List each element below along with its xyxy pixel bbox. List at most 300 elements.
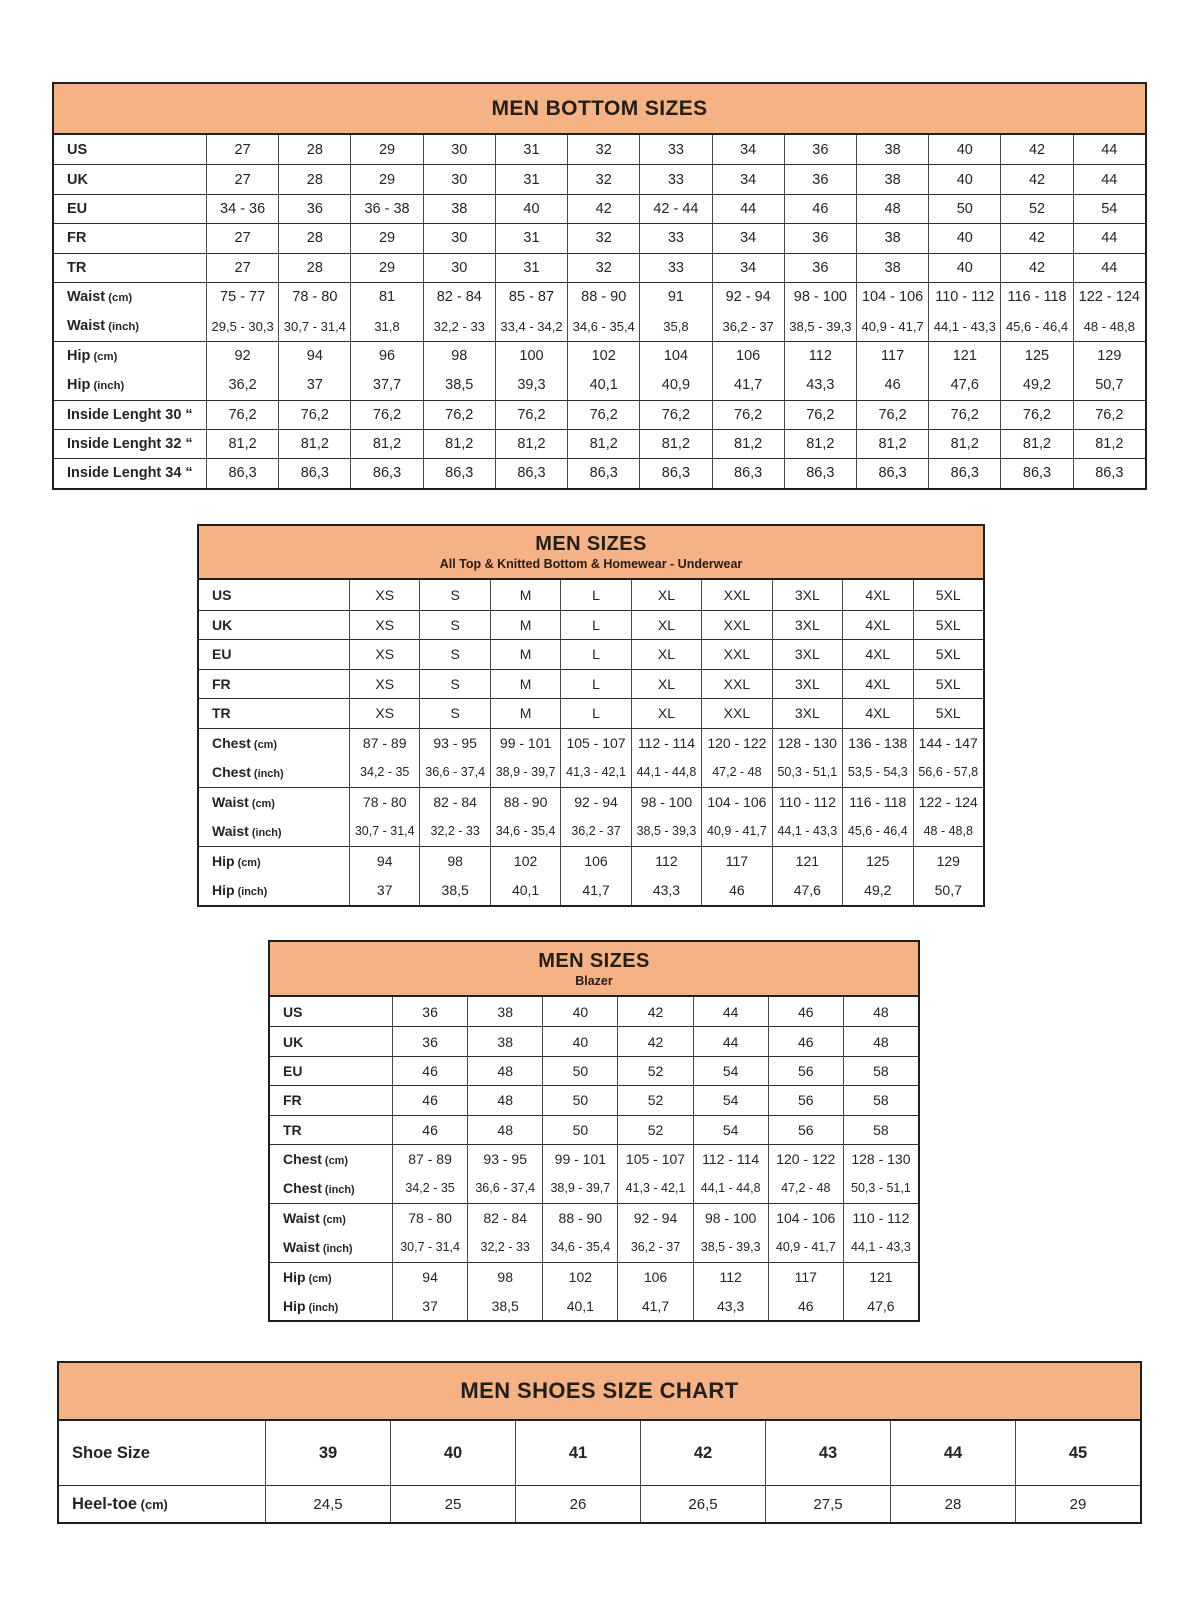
cell-value: 3XL — [772, 639, 842, 669]
cell-value: S — [419, 580, 489, 610]
cell-value: 38 — [856, 223, 928, 252]
row-label — [199, 846, 349, 876]
row-label — [270, 1056, 392, 1085]
cell-value: 104 - 106 — [768, 1203, 843, 1232]
cell-value: 36 — [392, 1026, 467, 1055]
cell-value: 82 - 84 — [423, 282, 495, 311]
cell-value: 92 — [206, 341, 278, 370]
cell-value: 36 — [784, 223, 856, 252]
row-label-text: TR — [212, 705, 231, 722]
cell-value: 41,7 — [560, 875, 630, 905]
cell-value: 40 — [928, 135, 1000, 164]
cell-value: 32,2 - 33 — [419, 816, 489, 846]
cell-value: 38,5 — [467, 1291, 542, 1320]
table-row — [270, 1115, 918, 1144]
cell-value: 52 — [1000, 194, 1072, 223]
cell-value: 41 — [515, 1421, 640, 1485]
table-row — [270, 1203, 918, 1232]
cell-value: 30 — [423, 135, 495, 164]
cell-value: 5XL — [913, 580, 984, 610]
size-table — [199, 580, 983, 905]
cell-value: 40 — [390, 1421, 515, 1485]
row-label — [199, 728, 349, 758]
cell-value: 99 - 101 — [542, 1144, 617, 1173]
row-label-text: US — [212, 586, 232, 603]
cell-value: 45,6 - 46,4 — [1000, 311, 1072, 340]
cell-value: 5XL — [913, 610, 984, 640]
cell-value: 86,3 — [567, 458, 639, 487]
cell-value: 46 — [392, 1115, 467, 1144]
cell-value: 34,6 - 35,4 — [567, 311, 639, 340]
cell-value: 36 — [278, 194, 350, 223]
cell-value: 41,3 - 42,1 — [617, 1173, 692, 1202]
unit-label: (inch) — [305, 1301, 339, 1314]
cell-value: 32 — [567, 135, 639, 164]
cell-value: 86,3 — [639, 458, 711, 487]
cell-value: 76,2 — [1073, 400, 1145, 429]
cell-value: 48 — [467, 1056, 542, 1085]
cell-value: 34 - 36 — [206, 194, 278, 223]
cell-value: 104 — [639, 341, 711, 370]
cell-value: 54 — [693, 1056, 768, 1085]
cell-value: 86,3 — [278, 458, 350, 487]
cell-value: L — [560, 669, 630, 699]
row-label — [270, 1085, 392, 1114]
cell-value: 76,2 — [423, 400, 495, 429]
cell-value: 44 — [1073, 135, 1145, 164]
cell-value: 122 - 124 — [1073, 282, 1145, 311]
cell-value: 44 — [693, 997, 768, 1026]
cell-value: 38,5 — [419, 875, 489, 905]
cell-value: 38,5 - 39,3 — [693, 1232, 768, 1261]
unit-label: (cm) — [248, 797, 275, 810]
cell-value: 58 — [843, 1115, 918, 1144]
cell-value: 43,3 — [631, 875, 701, 905]
cell-value: 36,2 - 37 — [712, 311, 784, 340]
cell-value: 102 — [542, 1262, 617, 1291]
cell-value: XS — [349, 698, 419, 728]
cell-value: 44 — [693, 1026, 768, 1055]
cell-value: 93 - 95 — [419, 728, 489, 758]
cell-value: 76,2 — [495, 400, 567, 429]
size-table — [270, 997, 918, 1320]
cell-value: 129 — [1073, 341, 1145, 370]
cell-value: 40,9 — [639, 370, 711, 399]
cell-value: 46 — [768, 997, 843, 1026]
row-label — [54, 429, 206, 458]
cell-value: 3XL — [772, 580, 842, 610]
cell-value: 86,3 — [784, 458, 856, 487]
cell-value: 48 — [467, 1115, 542, 1144]
row-label-text: Chest — [212, 734, 251, 751]
row-label — [54, 194, 206, 223]
cell-value: 44,1 - 44,8 — [693, 1173, 768, 1202]
table-row — [199, 669, 983, 699]
cell-value: 42 — [617, 1026, 692, 1055]
row-label — [54, 370, 206, 399]
cell-value: 31 — [495, 135, 567, 164]
cell-value: 121 — [928, 341, 1000, 370]
cell-value: 36 — [392, 997, 467, 1026]
cell-value: 76,2 — [278, 400, 350, 429]
row-label-text: Inside Lenght 30 “ — [67, 406, 193, 423]
cell-value: 42 — [1000, 135, 1072, 164]
cell-value: 88 - 90 — [490, 787, 560, 817]
unit-label: (inch) — [319, 1242, 353, 1255]
cell-value: 32 — [567, 253, 639, 282]
cell-value: 86,3 — [495, 458, 567, 487]
row-label — [199, 816, 349, 846]
cell-value: 76,2 — [567, 400, 639, 429]
cell-value: 86,3 — [350, 458, 422, 487]
cell-value: 81,2 — [856, 429, 928, 458]
men-sizes-blazer-table — [268, 940, 920, 1322]
row-label — [199, 698, 349, 728]
cell-value: 43 — [765, 1421, 890, 1485]
cell-value: 58 — [843, 1085, 918, 1114]
cell-value: L — [560, 610, 630, 640]
cell-value: 129 — [913, 846, 984, 876]
cell-value: 44 — [890, 1421, 1015, 1485]
row-label-text: FR — [212, 675, 231, 692]
table-row — [59, 1485, 1140, 1522]
cell-value: 100 — [495, 341, 567, 370]
cell-value: 125 — [1000, 341, 1072, 370]
cell-value: 40,9 - 41,7 — [856, 311, 928, 340]
cell-value: 46 — [856, 370, 928, 399]
cell-value: 40 — [495, 194, 567, 223]
cell-value: 81,2 — [423, 429, 495, 458]
cell-value: 45,6 - 46,4 — [842, 816, 912, 846]
cell-value: 48 — [467, 1085, 542, 1114]
row-label-text: Chest — [283, 1180, 322, 1197]
row-label-text: Hip — [212, 852, 235, 869]
cell-value: 85 - 87 — [495, 282, 567, 311]
cell-value: 105 - 107 — [560, 728, 630, 758]
row-label-text: Shoe Size — [72, 1443, 150, 1462]
cell-value: L — [560, 580, 630, 610]
cell-value: 38,9 - 39,7 — [542, 1173, 617, 1202]
row-label — [270, 997, 392, 1026]
cell-value: 81 — [350, 282, 422, 311]
cell-value: 105 - 107 — [617, 1144, 692, 1173]
table-row — [54, 341, 1145, 370]
row-label — [199, 639, 349, 669]
cell-value: 81,2 — [350, 429, 422, 458]
cell-value: 33,4 - 34,2 — [495, 311, 567, 340]
table-row — [199, 580, 983, 610]
cell-value: 112 - 114 — [631, 728, 701, 758]
cell-value: 40 — [542, 997, 617, 1026]
row-label-text: EU — [283, 1062, 303, 1079]
cell-value: 49,2 — [842, 875, 912, 905]
cell-value: 46 — [768, 1026, 843, 1055]
unit-label: (inch) — [105, 321, 140, 334]
row-label — [270, 1144, 392, 1173]
row-label-text: Heel-toe — [72, 1494, 138, 1513]
cell-value: S — [419, 639, 489, 669]
cell-value: 58 — [843, 1056, 918, 1085]
cell-value: 92 - 94 — [560, 787, 630, 817]
unit-label: (inch) — [90, 379, 125, 392]
cell-value: 50,3 - 51,1 — [772, 757, 842, 787]
cell-value: 36 — [784, 253, 856, 282]
unit-label: (inch) — [248, 826, 282, 839]
cell-value: 96 — [350, 341, 422, 370]
table-row — [270, 1262, 918, 1291]
cell-value: 26,5 — [640, 1485, 765, 1522]
cell-value: 76,2 — [350, 400, 422, 429]
cell-value: 36 — [784, 164, 856, 193]
row-label-text: TR — [283, 1121, 302, 1138]
cell-value: 82 - 84 — [467, 1203, 542, 1232]
table-row — [199, 757, 983, 787]
cell-value: 31 — [495, 223, 567, 252]
cell-value: 48 — [843, 997, 918, 1026]
cell-value: 86,3 — [928, 458, 1000, 487]
row-label — [54, 223, 206, 252]
men-bottom-sizes-table — [52, 82, 1147, 490]
cell-value: 46 — [784, 194, 856, 223]
cell-value: 29 — [350, 223, 422, 252]
table-row — [270, 1232, 918, 1261]
cell-value: 52 — [617, 1056, 692, 1085]
cell-value: 41,7 — [712, 370, 784, 399]
table-row — [270, 1085, 918, 1114]
unit-label: (inch) — [321, 1184, 355, 1197]
row-label-text: Hip — [67, 376, 91, 393]
cell-value: 86,3 — [856, 458, 928, 487]
cell-value: 30,7 - 31,4 — [392, 1232, 467, 1261]
unit-label: (cm) — [305, 1272, 332, 1285]
cell-value: 48 - 48,8 — [913, 816, 984, 846]
cell-value: 40,1 — [567, 370, 639, 399]
cell-value: 44,1 - 43,3 — [928, 311, 1000, 340]
table-title: MEN SHOES SIZE CHART — [460, 1378, 739, 1403]
row-label — [270, 1291, 392, 1320]
table-row — [54, 253, 1145, 282]
cell-value: S — [419, 669, 489, 699]
cell-value: 38 — [856, 253, 928, 282]
cell-value: 40,1 — [490, 875, 560, 905]
cell-value: 76,2 — [639, 400, 711, 429]
cell-value: M — [490, 610, 560, 640]
cell-value: 30 — [423, 253, 495, 282]
cell-value: 98 — [423, 341, 495, 370]
row-label-text: Hip — [283, 1268, 306, 1285]
table-row — [199, 639, 983, 669]
row-label-text: Waist — [212, 822, 249, 839]
unit-label: (inch) — [250, 767, 284, 780]
cell-value: XXL — [701, 580, 771, 610]
row-label-text: EU — [212, 646, 232, 663]
cell-value: 104 - 106 — [856, 282, 928, 311]
cell-value: 36,2 — [206, 370, 278, 399]
cell-value: 92 - 94 — [617, 1203, 692, 1232]
table-header — [59, 1363, 1140, 1421]
cell-value: 102 — [490, 846, 560, 876]
cell-value: 56 — [768, 1085, 843, 1114]
cell-value: 29 — [350, 135, 422, 164]
cell-value: 3XL — [772, 669, 842, 699]
cell-value: 40 — [928, 164, 1000, 193]
cell-value: 36,6 - 37,4 — [467, 1173, 542, 1202]
row-label — [199, 757, 349, 787]
unit-label: (cm) — [105, 292, 133, 305]
cell-value: 86,3 — [206, 458, 278, 487]
cell-value: XXL — [701, 669, 771, 699]
row-label — [59, 1485, 265, 1522]
table-row — [54, 429, 1145, 458]
cell-value: 27 — [206, 164, 278, 193]
table-header — [199, 526, 983, 580]
cell-value: 32,2 - 33 — [423, 311, 495, 340]
cell-value: 122 - 124 — [913, 787, 984, 817]
cell-value: 116 - 118 — [842, 787, 912, 817]
cell-value: 32 — [567, 223, 639, 252]
cell-value: 94 — [392, 1262, 467, 1291]
cell-value: 33 — [639, 223, 711, 252]
cell-value: 116 - 118 — [1000, 282, 1072, 311]
cell-value: XL — [631, 580, 701, 610]
cell-value: 112 — [631, 846, 701, 876]
cell-value: 50 — [928, 194, 1000, 223]
cell-value: 110 - 112 — [928, 282, 1000, 311]
row-label-text: Waist — [283, 1238, 320, 1255]
cell-value: 36,2 - 37 — [560, 816, 630, 846]
cell-value: 35,8 — [639, 311, 711, 340]
cell-value: 34,2 - 35 — [392, 1173, 467, 1202]
unit-label: (inch) — [234, 885, 268, 898]
cell-value: 98 — [419, 846, 489, 876]
cell-value: 34 — [712, 223, 784, 252]
cell-value: 86,3 — [1073, 458, 1145, 487]
row-label — [270, 1173, 392, 1202]
cell-value: XXL — [701, 698, 771, 728]
cell-value: 24,5 — [265, 1485, 390, 1522]
cell-value: 86,3 — [423, 458, 495, 487]
table-row — [54, 135, 1145, 164]
row-label — [199, 875, 349, 905]
cell-value: 28 — [278, 223, 350, 252]
cell-value: 36 — [784, 135, 856, 164]
table-title: MEN SIZES — [535, 533, 647, 555]
cell-value: 76,2 — [712, 400, 784, 429]
cell-value: 98 - 100 — [784, 282, 856, 311]
cell-value: 121 — [772, 846, 842, 876]
table-row — [54, 370, 1145, 399]
row-label-text: Waist — [283, 1209, 320, 1226]
cell-value: 40,9 - 41,7 — [768, 1232, 843, 1261]
cell-value: 53,5 - 54,3 — [842, 757, 912, 787]
table-row — [199, 875, 983, 905]
row-label — [59, 1421, 265, 1485]
cell-value: 98 - 100 — [631, 787, 701, 817]
cell-value: 25 — [390, 1485, 515, 1522]
cell-value: 94 — [349, 846, 419, 876]
size-table — [54, 135, 1145, 488]
cell-value: XS — [349, 580, 419, 610]
cell-value: 87 - 89 — [392, 1144, 467, 1173]
cell-value: 81,2 — [784, 429, 856, 458]
cell-value: 42 - 44 — [639, 194, 711, 223]
cell-value: 29,5 - 30,3 — [206, 311, 278, 340]
cell-value: 56,6 - 57,8 — [913, 757, 984, 787]
cell-value: 38 — [856, 135, 928, 164]
cell-value: 110 - 112 — [772, 787, 842, 817]
table-row — [54, 458, 1145, 487]
unit-label: (cm) — [234, 856, 261, 869]
cell-value: S — [419, 698, 489, 728]
cell-value: 5XL — [913, 669, 984, 699]
unit-label: (cm) — [250, 738, 277, 751]
cell-value: 4XL — [842, 669, 912, 699]
cell-value: 54 — [693, 1115, 768, 1144]
cell-value: 34,6 - 35,4 — [490, 816, 560, 846]
cell-value: XL — [631, 698, 701, 728]
cell-value: 49,2 — [1000, 370, 1072, 399]
cell-value: 40 — [542, 1026, 617, 1055]
cell-value: XL — [631, 610, 701, 640]
cell-value: 120 - 122 — [768, 1144, 843, 1173]
cell-value: 136 - 138 — [842, 728, 912, 758]
row-label — [199, 669, 349, 699]
cell-value: 36 - 38 — [350, 194, 422, 223]
cell-value: 88 - 90 — [567, 282, 639, 311]
cell-value: 54 — [1073, 194, 1145, 223]
cell-value: XXL — [701, 610, 771, 640]
cell-value: 76,2 — [856, 400, 928, 429]
cell-value: 76,2 — [206, 400, 278, 429]
row-label-text: Waist — [67, 289, 106, 306]
row-label-text: US — [283, 1003, 303, 1020]
row-label-text: Inside Lenght 32 “ — [67, 436, 193, 453]
cell-value: 47,6 — [928, 370, 1000, 399]
cell-value: 144 - 147 — [913, 728, 984, 758]
cell-value: 38 — [467, 997, 542, 1026]
table-row — [270, 1144, 918, 1173]
table-row — [270, 1173, 918, 1202]
cell-value: 99 - 101 — [490, 728, 560, 758]
cell-value: 42 — [617, 997, 692, 1026]
cell-value: 33 — [639, 164, 711, 193]
cell-value: 27,5 — [765, 1485, 890, 1522]
row-label-text: Waist — [67, 318, 106, 335]
row-label — [54, 282, 206, 311]
row-label — [54, 164, 206, 193]
cell-value: 110 - 112 — [843, 1203, 918, 1232]
cell-value: 98 — [467, 1262, 542, 1291]
row-label — [199, 580, 349, 610]
cell-value: 121 — [843, 1262, 918, 1291]
cell-value: 44,1 - 43,3 — [843, 1232, 918, 1261]
cell-value: 93 - 95 — [467, 1144, 542, 1173]
row-label — [270, 1232, 392, 1261]
row-label-text: Hip — [283, 1297, 306, 1314]
cell-value: 42 — [1000, 223, 1072, 252]
cell-value: 46 — [392, 1056, 467, 1085]
cell-value: 31 — [495, 164, 567, 193]
cell-value: 46 — [392, 1085, 467, 1114]
cell-value: 36,2 - 37 — [617, 1232, 692, 1261]
table-row — [270, 997, 918, 1026]
cell-value: 41,3 - 42,1 — [560, 757, 630, 787]
cell-value: 29 — [350, 253, 422, 282]
row-label — [54, 135, 206, 164]
cell-value: 28 — [890, 1485, 1015, 1522]
cell-value: 76,2 — [784, 400, 856, 429]
cell-value: 81,2 — [567, 429, 639, 458]
